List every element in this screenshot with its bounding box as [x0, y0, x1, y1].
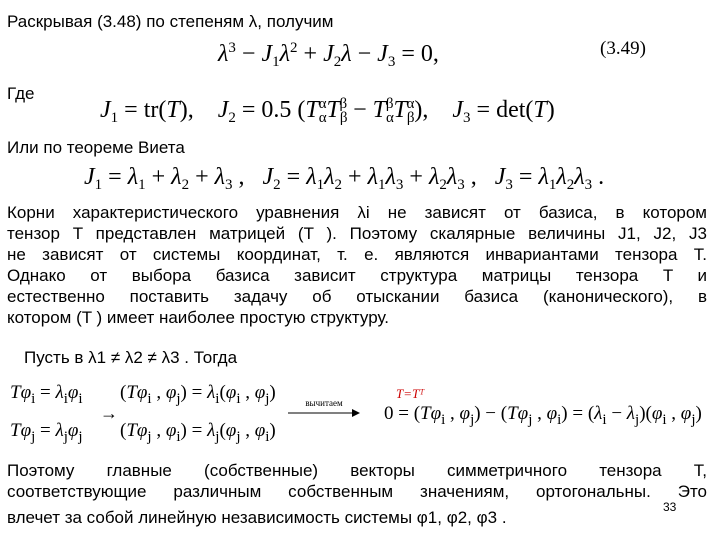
paragraph-line: тензор T представлен матрицей (T ). Поэтому скалярные величины J1, J2, J3	[7, 224, 707, 243]
vieta-label: Или по теореме Виета	[7, 138, 185, 157]
paragraph-line: Корни характеристического уравнения λi не зависят от базиса, в котором	[7, 203, 707, 222]
eigen-eq-j: $T\varphi_j = \lambda_j\varphi_j$	[10, 420, 83, 445]
vieta-formula: $J_1 = \lambda_1 + \lambda_2 + \lambda_3$ , $J_2 = \lambda_1\lambda_2 + \lambda_1\lambda_3 + \lambda_2\lambda_3$ , $J_3 = \lambda_1\lambda_2\lambda_3$ .	[84, 164, 605, 193]
symmetry-note: T=Tᵀ	[396, 386, 425, 401]
paragraph-line: естественно поставить задачу об отыскании базиса (канонического), в	[7, 287, 707, 306]
paragraph-line: Однако от выбора базиса зависит структура матрицы тензора T и	[7, 266, 707, 285]
paragraph-line: Поэтому главные (собственные) векторы симметричного тензора T,	[7, 461, 707, 480]
subtract-label: вычитаем	[305, 398, 343, 408]
paragraph-line: котором (T ) имеет наиболее простую структуру.	[7, 308, 389, 327]
equation-number: (3.49)	[600, 38, 646, 59]
equation-3-49: $\lambda^3 - J_1\lambda^2 + J_2\lambda - J_3 = 0$,	[218, 40, 439, 70]
long-arrow-icon	[288, 408, 360, 418]
page-number: 33	[663, 500, 677, 514]
paragraph-line: влечет за собой линейную независимость системы φ1, φ2, φ3 .	[7, 508, 507, 527]
dot-product-j: ($T\varphi_j$ , $\varphi_i) = \lambda_j(\varphi_j$ , $\varphi_i$)	[120, 420, 276, 445]
dot-product-i: ($T\varphi_i$ , $\varphi_j) = \lambda_i(\varphi_i$ , $\varphi_j$)	[120, 382, 276, 407]
let-line: Пусть в λ1 ≠ λ2 ≠ λ3 . Тогда	[24, 348, 238, 367]
orthogonality-result: $0 = (T\varphi_i$ , $\varphi_j) - (T\varphi_j$ , $\varphi_i) = (\lambda_i - \lambda_j)(\varphi_i$ , $\varphi_j$)	[384, 403, 702, 428]
subtract-arrow	[288, 398, 360, 418]
paragraph-line: соответствующие различным собственным значениям, ортогональны. Это	[7, 482, 707, 501]
eigen-eq-i: $T\varphi_i = \lambda_i\varphi_i$	[10, 382, 83, 407]
intro-text: Раскрывая (3.48) по степеням λ, получим	[7, 12, 334, 31]
arrow-right-icon: →	[100, 403, 118, 423]
paragraph-line: не зависят от системы координат, т. е. являются инвариантами тензора T.	[7, 245, 707, 264]
invariants-formula: $J_1 = tr(T)$, $J_2 = 0.5$ $(T_\alpha^\alpha T_\beta^\beta - T_\alpha^\beta T_\beta^\alpha)$, $J_3 = \det(T)$	[100, 96, 555, 126]
where-label: Где	[7, 84, 35, 103]
